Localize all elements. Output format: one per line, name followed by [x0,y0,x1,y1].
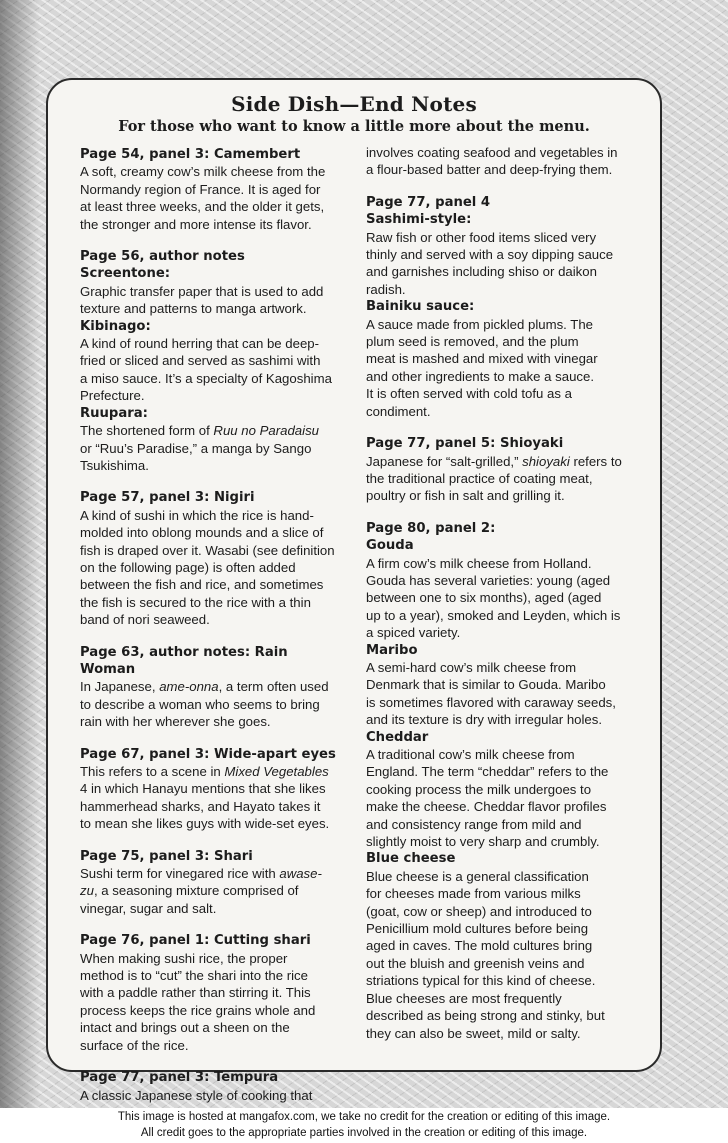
note-line: condiment. [366,403,431,419]
note-line: or “Ruu’s Paradise,” a manga by Sango [80,440,312,456]
note-line: a miso sauce. It’s a specialty of Kagoshima [80,370,332,386]
note-line: fish is draped over it. Wasabi (see definition [80,542,335,558]
note-line: A kind of sushi in which the rice is hand- [80,507,314,523]
notes-panel [46,78,662,1103]
note-line: the traditional practice of coating meat, [366,470,593,486]
note-term: Bainiku sauce: [366,299,475,315]
note-line: described as being strong and stinky, but [366,1008,605,1024]
note-line [80,882,342,899]
note-line: rain with her wherever she goes. [80,714,271,730]
note-line [80,865,342,882]
note-page77-panel4 [366,194,650,420]
note-wide-apart-eyes [80,746,342,833]
note-line: to mean she likes guys with wide-set eyes. [80,816,330,832]
note-line: surface of the rice. [80,1037,189,1053]
note-heading: Page 77, panel 3: Tempura [80,1070,279,1086]
note-shari [80,848,342,918]
note-text: Sushi term for vinegared rice with [80,866,280,882]
note-line: band of nori seaweed. [80,612,210,628]
note-line: for cheeses made from various milks [366,886,581,902]
footer-line: All credit goes to the appropriate parties involved in the creation or editing of this image. [140,1127,588,1139]
note-line: hammerhead sharks, and Hayato takes it [80,798,321,814]
page-subtitle: For those who want to know a little more about the menu. [118,118,590,135]
note-heading: Page 80, panel 2: [366,520,496,536]
note-camembert [80,146,342,233]
note-line: striations typical for this kind of cheese. [366,973,596,989]
note-line: a spiced variety. [366,625,461,641]
note-line: Gouda has several varieties: young (aged [366,572,611,588]
note-nigiri [80,489,342,628]
note-term: Gouda [366,538,414,554]
note-heading: Page 75, panel 3: Shari [80,848,253,864]
note-cheeses [366,520,650,1042]
note-line: fried or sliced and served as sashimi with [80,353,321,369]
note-line: thinly and served with a soy dipping sauce [366,247,614,263]
note-line: A soft, creamy cow’s milk cheese from the [80,164,326,180]
note-line [80,763,342,780]
note-text: , a term often used [218,679,329,695]
note-line: A sauce made from pickled plums. The [366,316,593,332]
note-line: Penicillium mold cultures before being [366,921,589,937]
note-line: out the bluish and greenish veins and [366,955,585,971]
note-heading: Page 57, panel 3: Nigiri [80,490,255,506]
note-line: When making sushi rice, the proper [80,950,288,966]
note-line: make the cheese. Cheddar flavor profiles [366,799,607,815]
note-line: A traditional cow’s milk cheese from [366,747,575,762]
note-italic-text: zu [80,883,94,899]
note-line: plum seed is removed, and the plum [366,334,579,350]
page-title: Side Dish—End Notes [231,92,477,116]
note-line: A firm cow’s milk cheese from Holland. [366,555,592,571]
note-line [80,422,342,439]
note-line: Normandy region of France. It is aged for [80,181,321,197]
note-line: on the following page) is often added [80,559,296,575]
note-text: , a seasoning mixture comprised of [93,883,299,899]
note-line: England. The term “cheddar” refers to the [366,764,609,780]
note-line: Blue cheeses are most frequently [366,990,562,1006]
note-line: Raw fish or other food items sliced very [366,229,597,245]
note-line: the stronger and more intense its flavor. [80,216,312,232]
page-spine-shadow [0,0,40,1108]
note-italic-text: shioyaki [522,453,570,469]
note-text: In Japanese, [80,679,160,695]
note-italic-text: awase- [279,866,322,882]
note-term: Screentone: [80,266,171,282]
note-line: and garnishes including shiso or daikon [366,264,597,280]
note-heading: Page 63, author notes: Rain Woman [80,644,288,677]
note-line: vinegar, sugar and salt. [80,900,217,916]
note-line: meat is mashed and mixed with vinegar [366,351,598,367]
note-rain-woman [80,644,342,731]
note-line: between the fish and rice, and sometimes [80,577,324,593]
note-text: This refers to a scene in [80,764,225,779]
note-text: Japanese for “salt-grilled,” [366,453,523,469]
note-line: involves coating seafood and vegetables in [366,145,618,160]
note-line: they can also be sweet, mild or salty. [366,1025,581,1041]
note-line: and consistency range from mild and [366,816,582,832]
note-line: A kind of round herring that can be deep- [80,336,320,352]
note-term: Cheddar [366,729,429,745]
note-italic-text: ame-onna [159,679,219,695]
note-heading: Page 67, panel 3: Wide-apart eyes [80,746,336,762]
note-heading: Page 77, panel 4 [366,194,491,210]
note-line: Tsukishima. [80,457,149,473]
note-line: with a paddle rather than stirring it. This [80,985,311,1001]
note-line [80,678,342,695]
note-line: Denmark that is similar to Gouda. Maribo [366,677,606,693]
note-text: refers to [569,453,622,469]
note-line: A semi-hard cow’s milk cheese from [366,659,577,675]
note-italic-text: Ruu no Paradaisu [213,423,319,439]
note-line: A classic Japanese style of cooking that [80,1087,313,1103]
note-tempura [80,1069,342,1104]
note-cutting-shari [80,932,342,1054]
note-tempura-continued [366,144,650,179]
footer-line: This image is hosted at mangafox.com, we take no credit for the creation or editing of this image. [117,1111,611,1123]
note-line: a flour-based batter and deep-frying them. [366,162,613,178]
note-line: slightly moist to very sharp and crumbly. [366,834,600,850]
note-line: aged in caves. The mold cultures bring [366,938,593,954]
note-text: The shortened form of [80,423,214,439]
note-line: cooking process the milk undergoes to [366,781,592,797]
note-line: Graphic transfer paper that is used to add [80,283,324,299]
note-line: (goat, cow or sheep) and introduced to [366,903,592,919]
note-line: process keeps the rice grains whole and [80,1002,316,1018]
note-term: Ruupara: [80,405,148,421]
note-line: is sometimes flavored with caraway seeds, [366,694,616,710]
left-column [80,146,342,1108]
note-line: It is often served with cold tofu as a [366,386,572,402]
note-line: to describe a woman who seems to bring [80,696,320,712]
note-line: at least three weeks, and the older it gets, [80,199,325,215]
note-line: between one to six months), aged (aged [366,590,602,606]
right-column [366,144,650,1057]
note-line: molded into oblong mounds and a slice of [80,525,324,541]
note-line: Prefecture. [80,388,145,404]
note-heading: Page 76, panel 1: Cutting shari [80,933,311,949]
note-heading: Page 54, panel 3: Camembert [80,147,301,162]
note-term: Maribo [366,642,418,658]
note-heading: Page 56, author notes [80,249,245,265]
note-line: texture and patterns to manga artwork. [80,301,307,317]
note-heading: Page 77, panel 5: Shioyaki [366,436,564,452]
note-line: the fish is secured to the rice with a thin [80,594,311,610]
note-italic-text: Mixed Vegetables [224,764,329,779]
note-line: poultry or fish in salt and grilling it. [366,488,565,504]
note-shioyaki [366,435,650,505]
note-line: 4 in which Hanayu mentions that she likes [80,781,326,797]
note-line: and its texture is dry with irregular holes. [366,712,603,728]
note-line: up to a year), smoked and Leyden, which is [366,607,621,623]
note-line: Blue cheese is a general classification [366,868,589,884]
note-author-notes-p56 [80,248,342,474]
hosting-credit-footer [0,1109,728,1141]
note-term: Blue cheese [366,851,456,867]
note-term: Sashimi-style: [366,212,472,228]
note-line: method is to “cut” the shari into the rice [80,968,308,984]
note-line: intact and brings out a sheen on the [80,1020,290,1036]
note-line: and other ingredients to make a sauce. [366,368,594,384]
note-line: radish. [366,281,406,297]
note-line [366,453,650,470]
note-term: Kibinago: [80,318,151,334]
